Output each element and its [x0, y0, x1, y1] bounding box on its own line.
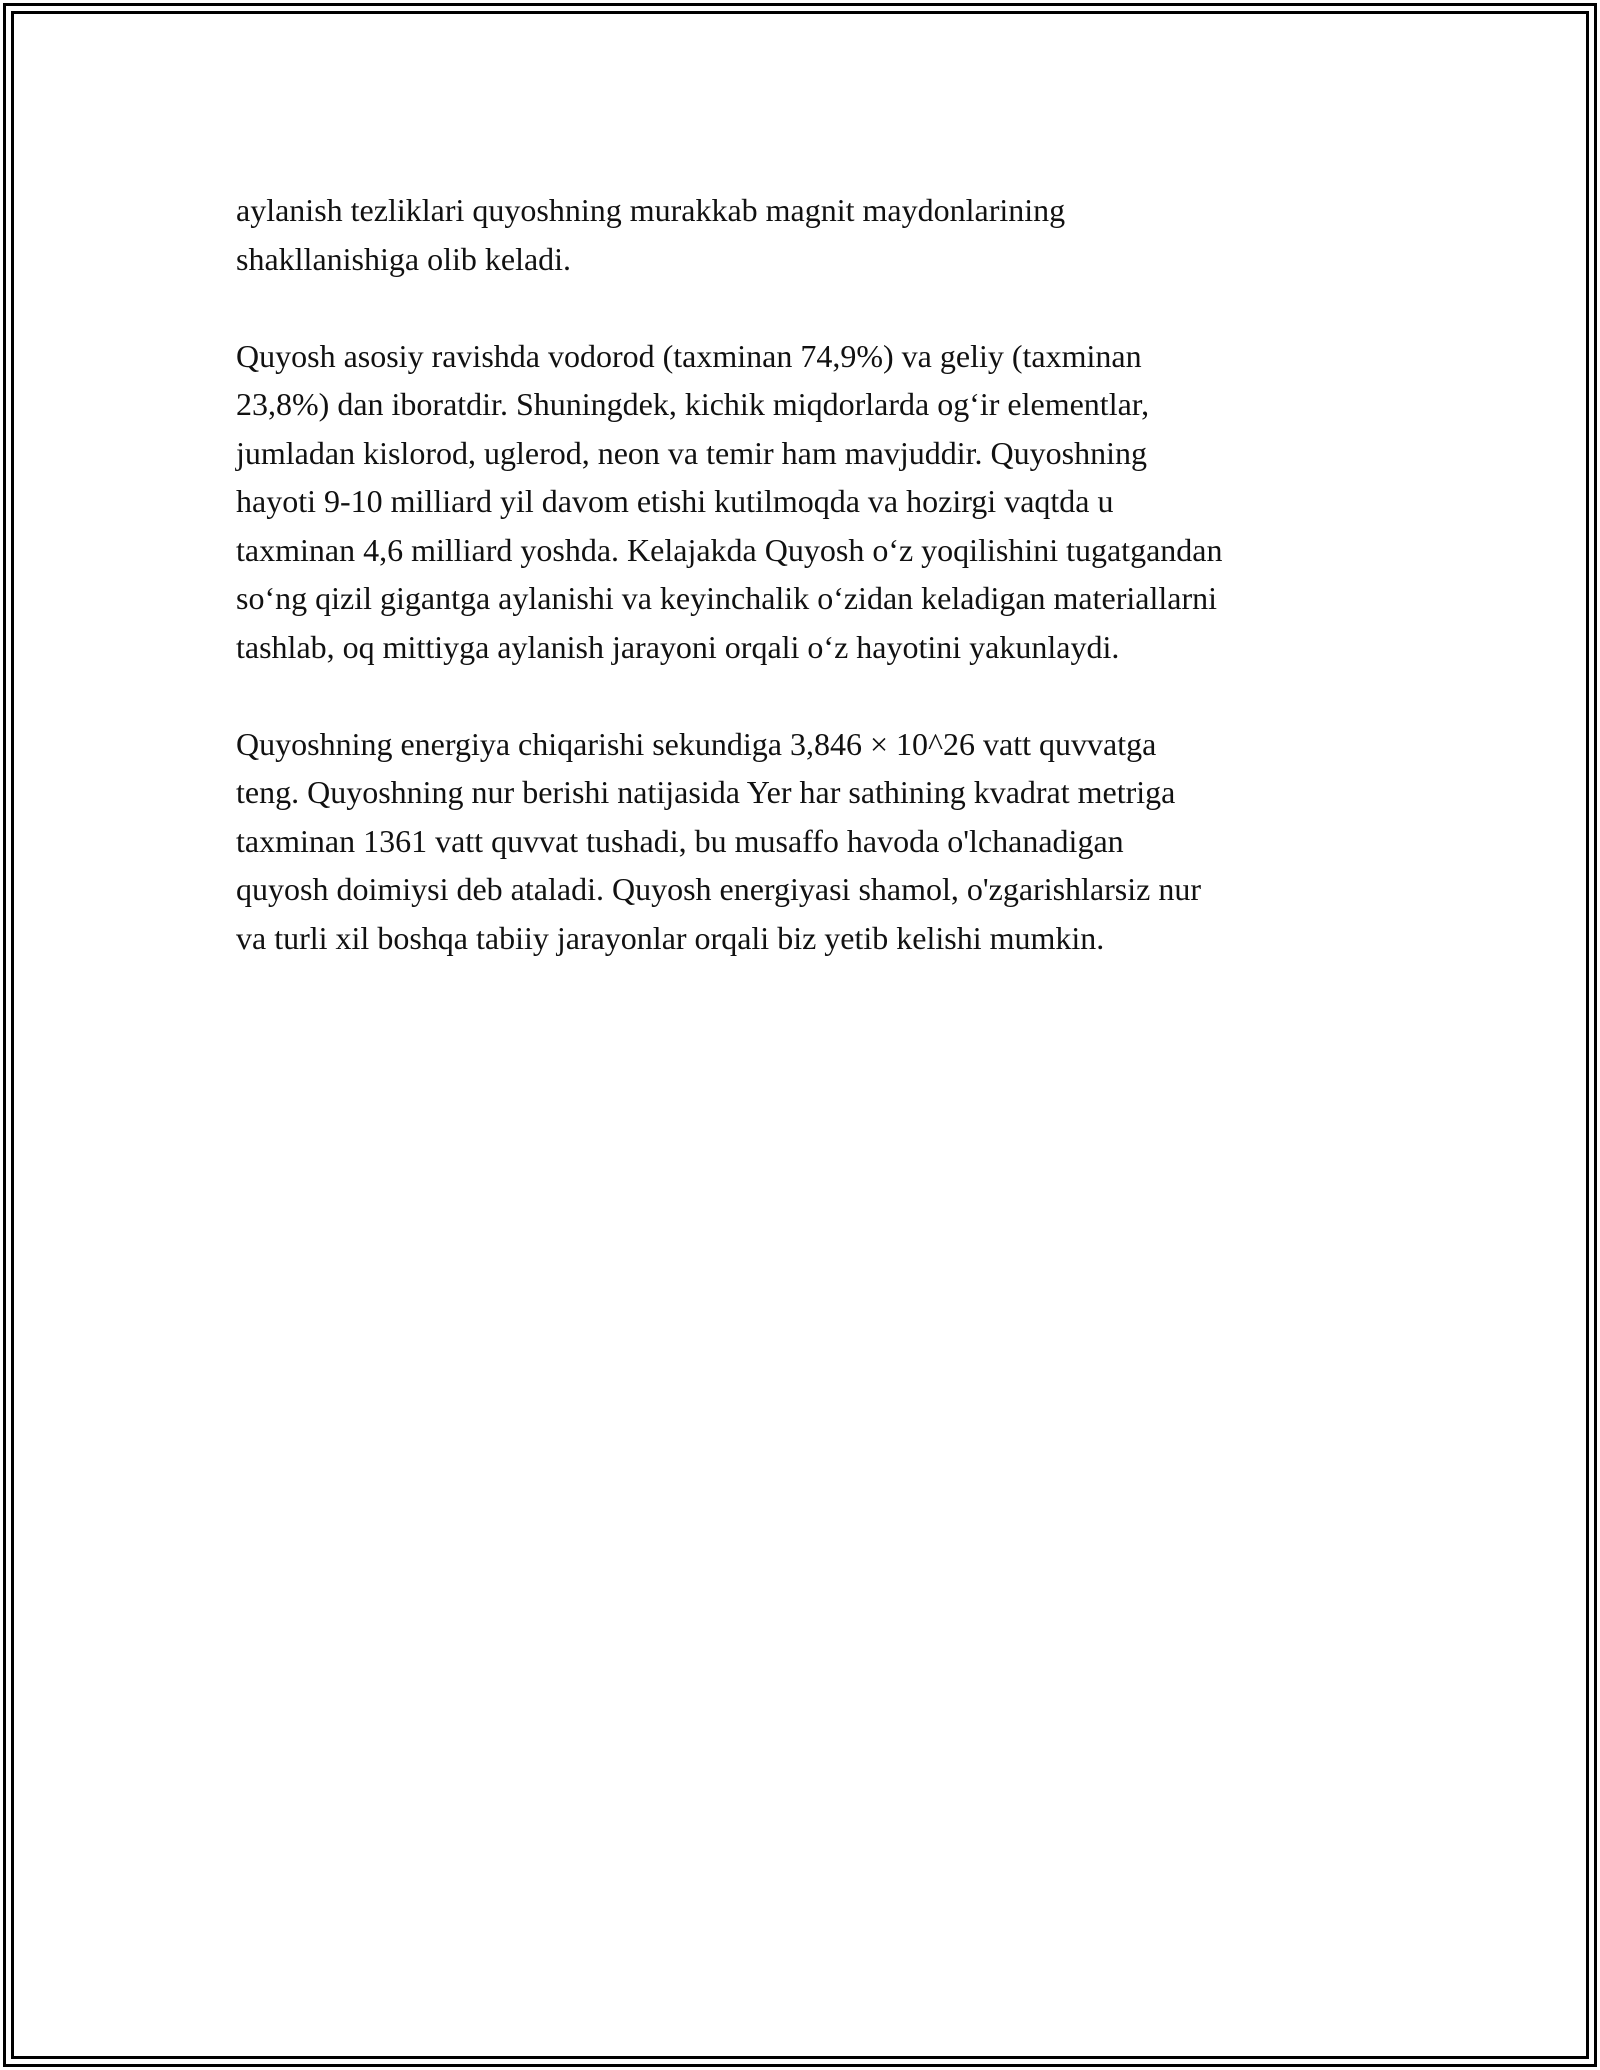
- text-line: quyosh doimiysi deb ataladi. Quyosh energiyasi shamol, o'zgarishlarsiz nur: [236, 871, 1201, 907]
- text-line: teng. Quyoshning nur berishi natijasida Yer har sathining kvadrat metriga: [236, 774, 1176, 810]
- text-line: hayoti 9-10 milliard yil davom etishi kutilmoqda va hozirgi vaqtda u: [236, 483, 1114, 519]
- text-line: jumladan kislorod, uglerod, neon va temir ham mavjuddir. Quyoshning: [236, 434, 1147, 471]
- paragraph-solar-composition: [236, 332, 1406, 672]
- text-line: va turli xil boshqa tabiiy jarayonlar orqali biz yetib kelishi mumkin.: [236, 919, 1105, 956]
- paragraph-solar-rotation: [236, 186, 1406, 283]
- paragraph-solar-energy: [236, 720, 1406, 963]
- document-body: [236, 186, 1406, 1011]
- text-line: aylanish tezliklari quyoshning murakkab magnit maydonlarining: [236, 192, 1066, 228]
- text-line: tashlab, oq mittiyga aylanish jarayoni orqali o‘z hayotini yakunlaydi.: [236, 628, 1120, 665]
- text-line: Quyoshning energiya chiqarishi sekundiga 3,846 × 10^26 vatt quvvatga: [236, 725, 1157, 762]
- text-line: shakllanishiga olib keladi.: [236, 240, 572, 277]
- text-line: so‘ng qizil gigantga aylanishi va keyinchalik o‘zidan keladigan materiallarni: [236, 580, 1217, 616]
- text-line: Quyosh asosiy ravishda vodorod (taxminan 74,9%) va geliy (taxminan: [236, 337, 1142, 374]
- text-line: taxminan 4,6 milliard yoshda. Kelajakda Quyosh o‘z yoqilishini tugatgandan: [236, 531, 1223, 568]
- text-line: 23,8%) dan iboratdir. Shuningdek, kichik miqdorlarda og‘ir elementlar,: [236, 386, 1150, 422]
- text-line: taxminan 1361 vatt quvvat tushadi, bu musaffo havoda o'lchanadigan: [236, 822, 1124, 859]
